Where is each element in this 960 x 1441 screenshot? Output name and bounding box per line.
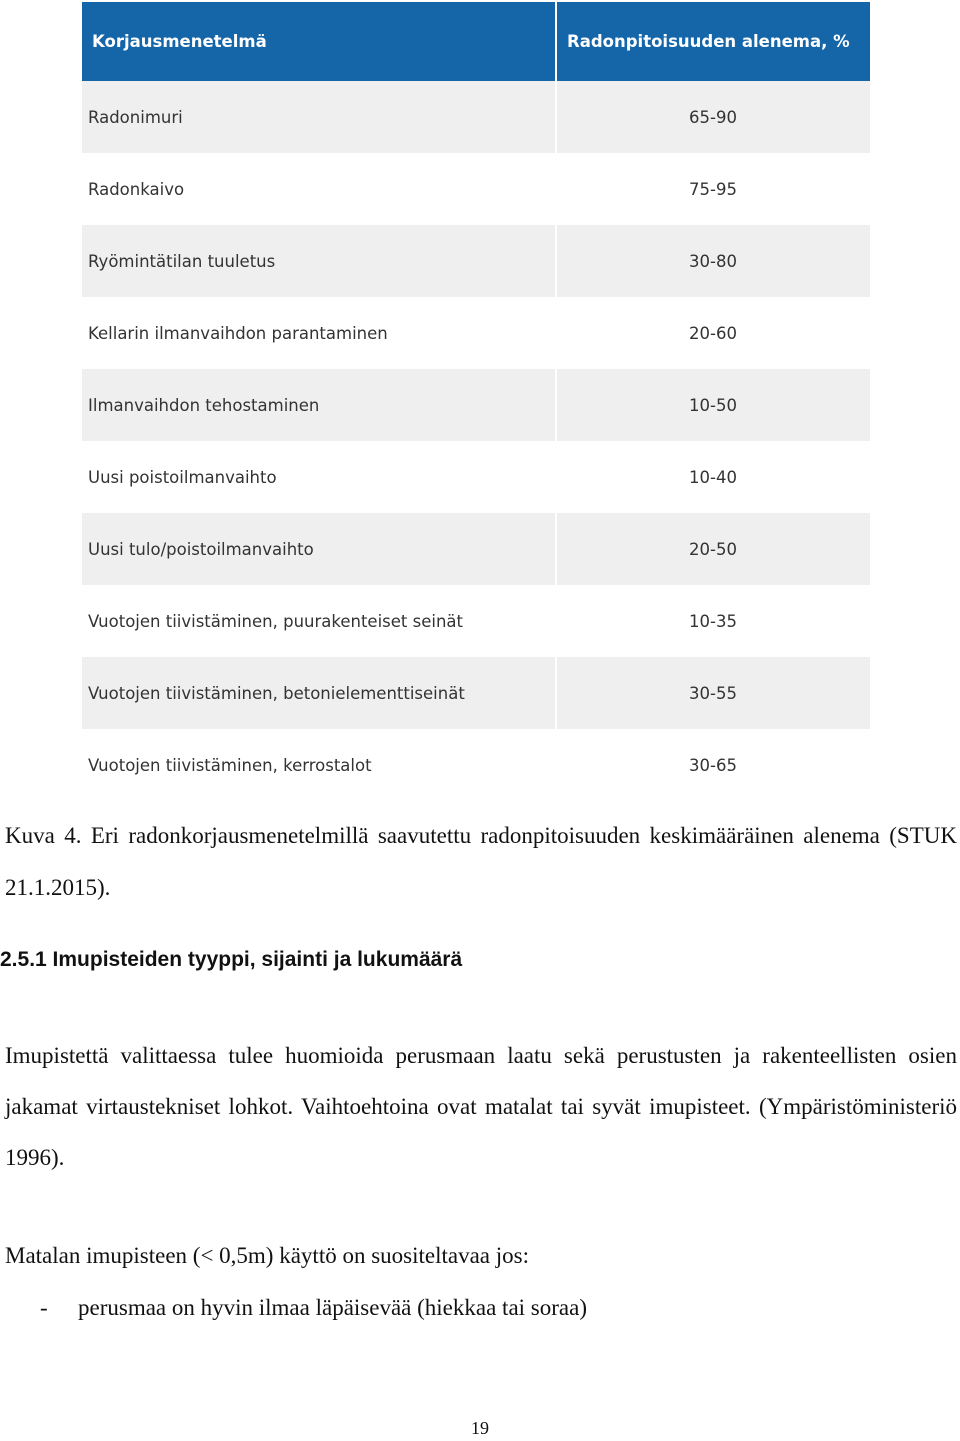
paragraph-2: Matalan imupisteen (< 0,5m) käyttö on suositeltavaa jos: <box>5 1243 529 1268</box>
cell-reduction: 20-60 <box>689 323 737 343</box>
cell-reduction: 65-90 <box>689 107 737 127</box>
table-row <box>82 513 870 585</box>
bullet-dash: - <box>40 1295 48 1320</box>
table-row <box>82 225 870 297</box>
cell-reduction: 10-40 <box>689 467 737 487</box>
table-row <box>82 585 870 657</box>
page-number: 19 <box>471 1418 489 1438</box>
cell-method: Radonimuri <box>82 81 557 153</box>
cell-method: Uusi tulo/poistoilmanvaihto <box>82 513 557 585</box>
bullet-text: perusmaa on hyvin ilmaa läpäisevää (hiekkaa tai soraa) <box>78 1295 587 1320</box>
cell-reduction: 20-50 <box>689 539 737 559</box>
figure-caption: Kuva 4. Eri radonkorjausmenetelmillä saavutettu radonpitoisuuden keskimääräinen alenema (STUK 21.1.2015). <box>5 823 957 900</box>
cell-method: Uusi poistoilmanvaihto <box>82 441 557 513</box>
cell-reduction: 10-35 <box>689 611 737 631</box>
table-row <box>82 153 870 225</box>
section-heading: 2.5.1 Imupisteiden tyyppi, sijainti ja lukumäärä <box>0 948 463 971</box>
cell-reduction: 30-65 <box>689 755 737 775</box>
cell-reduction: 30-55 <box>689 683 737 703</box>
cell-reduction: 30-80 <box>689 251 737 271</box>
table-row <box>82 657 870 729</box>
table-row <box>82 441 870 513</box>
cell-method: Vuotojen tiivistäminen, puurakenteiset seinät <box>82 585 557 657</box>
cell-method: Kellarin ilmanvaihdon parantaminen <box>82 297 557 369</box>
cell-method: Ilmanvaihdon tehostaminen <box>82 369 557 441</box>
paragraph-1: Imupistettä valittaessa tulee huomioida perusmaan laatu sekä perustusten ja rakenteellisten osien jakamat virtaustekniset lohkot. Vaihtoehtoina ovat matalat tai syvät imupisteet. (Ympäristöministeriö 1996). <box>5 1043 957 1170</box>
cell-method: Ryömintätilan tuuletus <box>82 225 557 297</box>
table-header <box>82 2 870 81</box>
header-reduction: Radonpitoisuuden alenema, % <box>567 32 850 51</box>
table-row <box>82 81 870 153</box>
cell-reduction: 10-50 <box>689 395 737 415</box>
bullet-item <box>40 1282 587 1333</box>
header-method: Korjausmenetelmä <box>82 2 557 81</box>
radon-method-table <box>82 2 870 801</box>
table-body <box>82 81 870 801</box>
table-row <box>82 729 870 801</box>
cell-method: Vuotojen tiivistäminen, kerrostalot <box>82 729 557 801</box>
table-row <box>82 369 870 441</box>
cell-reduction: 75-95 <box>689 179 737 199</box>
table-row <box>82 297 870 369</box>
cell-method: Radonkaivo <box>82 153 557 225</box>
cell-method: Vuotojen tiivistäminen, betonielementtiseinät <box>82 657 557 729</box>
